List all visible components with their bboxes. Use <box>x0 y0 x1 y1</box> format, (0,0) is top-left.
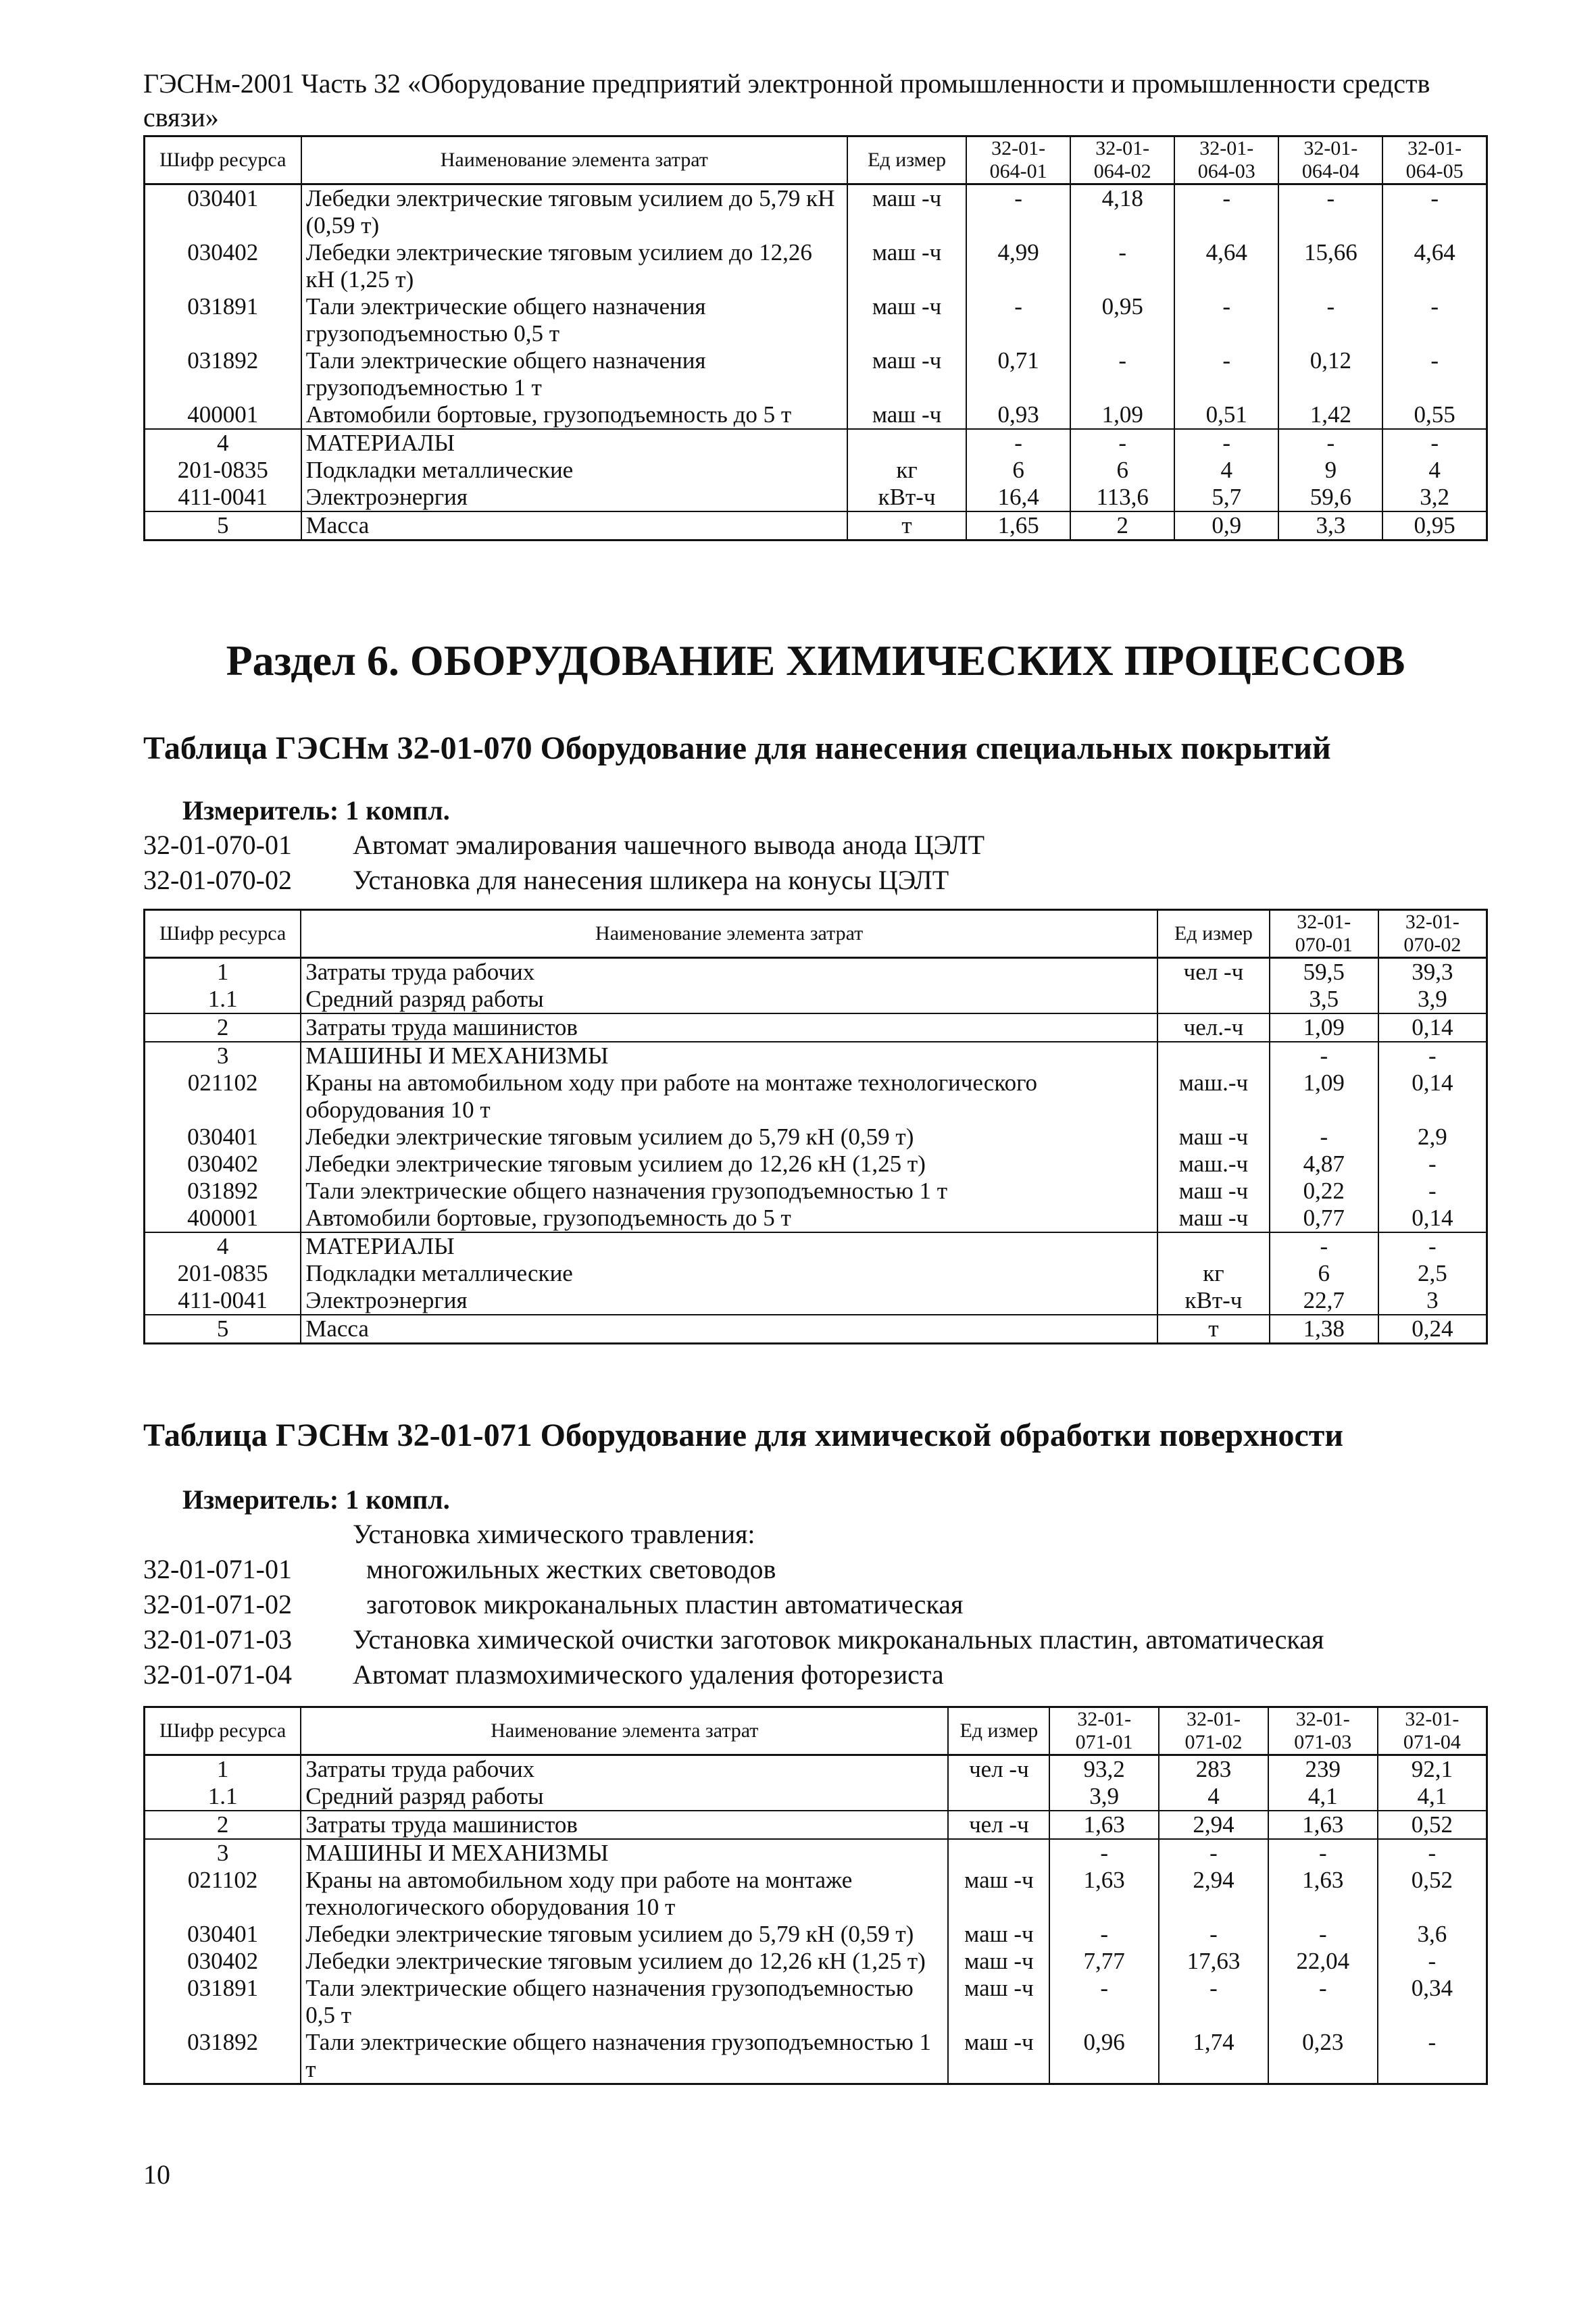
running-header: ГЭСНм-2001 Часть 32 «Оборудование предприятий электронной промышленности и промышленности средств <box>143 68 1430 99</box>
table-row <box>145 511 1487 540</box>
table-cell: - <box>1382 347 1487 401</box>
table-cell: 92,1 <box>1378 1755 1487 1784</box>
table-cell: 4,87 <box>1270 1151 1378 1178</box>
table-cell: 2,5 <box>1378 1260 1487 1287</box>
table-cell: 3 <box>1378 1287 1487 1315</box>
table-cell: маш -ч <box>948 1948 1049 1975</box>
column-header: 32-01- 064-03 <box>1174 136 1278 184</box>
table-cell: МАТЕРИАЛЫ <box>301 429 847 457</box>
table-cell: маш -ч <box>948 1867 1049 1921</box>
item-text: Автомат эмалирования чашечного вывода анода ЦЭЛТ <box>353 830 984 860</box>
table-cell: 030402 <box>145 1948 301 1975</box>
table-cell: - <box>1174 347 1278 401</box>
table-cell: Электроэнергия <box>301 1287 1157 1315</box>
meter-value: 1 компл. <box>345 1484 450 1515</box>
table-cell: маш -ч <box>1157 1124 1270 1151</box>
table-cell: 4 <box>145 429 301 457</box>
table-row <box>145 1070 1487 1124</box>
table-cell: Автомобили бортовые, грузоподъемность до 5 т <box>301 1205 1157 1232</box>
table-row <box>145 1315 1487 1344</box>
table-cell: МАШИНЫ И МЕХАНИЗМЫ <box>301 1839 948 1867</box>
table-cell: т <box>847 511 966 540</box>
table-row <box>145 457 1487 484</box>
column-header: 32-01- 064-01 <box>966 136 1070 184</box>
table-cell: 2,9 <box>1378 1124 1487 1151</box>
item-text: многожильных жестких световодов <box>366 1554 776 1584</box>
table-cell: чел -ч <box>948 1811 1049 1839</box>
table-cell: Электроэнергия <box>301 484 847 511</box>
table-cell: 5,7 <box>1174 484 1278 511</box>
table-cell: Лебедки электрические тяговым усилием до 12,26 кН (1,25 т) <box>301 1948 948 1975</box>
table-cell: - <box>1049 1921 1159 1948</box>
table-cell: Лебедки электрические тяговым усилием до 5,79 кН (0,59 т) <box>301 184 847 240</box>
table-cell: 0,9 <box>1174 511 1278 540</box>
table-cell: 3,9 <box>1049 1783 1159 1811</box>
item-text: Автомат плазмохимического удаления фоторезиста <box>353 1659 944 1690</box>
table-row <box>145 1151 1487 1178</box>
table-cell: 4,1 <box>1268 1783 1378 1811</box>
table-cell: 030402 <box>145 1151 301 1178</box>
table-cell: 0,52 <box>1378 1811 1487 1839</box>
table-cell: 021102 <box>145 1070 301 1124</box>
table-cell: 021102 <box>145 1867 301 1921</box>
item-text: Установка для нанесения шликера на конусы ЦЭЛТ <box>353 865 949 895</box>
table-cell: 400001 <box>145 1205 301 1232</box>
table-cell: маш -ч <box>847 347 966 401</box>
meter-value: 1 компл. <box>345 795 450 826</box>
item-code: 32-01-071-04 <box>143 1659 292 1690</box>
table-cell: 1,63 <box>1049 1811 1159 1839</box>
group-heading: Установка химического травления: <box>353 1519 755 1549</box>
table-cell: 030401 <box>145 1124 301 1151</box>
item-code: 32-01-070-01 <box>143 830 292 860</box>
table-row <box>145 1287 1487 1315</box>
table-cell: - <box>1268 1975 1378 2029</box>
column-header: 32-01- 070-01 <box>1270 910 1378 958</box>
column-header: 32-01- 064-05 <box>1382 136 1487 184</box>
table-cell: 0,14 <box>1378 1205 1487 1232</box>
table-cell: 031892 <box>145 1178 301 1205</box>
column-header: Наименование элемента затрат <box>301 910 1157 958</box>
table-cell: маш -ч <box>847 401 966 429</box>
table-cell: - <box>1378 2029 1487 2084</box>
table-cell <box>1157 1042 1270 1070</box>
table-cell: Средний разряд работы <box>301 986 1157 1013</box>
column-header: Шифр ресурса <box>145 910 301 958</box>
table-row <box>145 958 1487 986</box>
table-cell: 17,63 <box>1159 1948 1268 1975</box>
table-cell: Масса <box>301 1315 1157 1344</box>
table-cell: 0,24 <box>1378 1315 1487 1344</box>
table-cell: - <box>966 429 1070 457</box>
table-cell: 3,5 <box>1270 986 1378 1013</box>
item-code: 32-01-071-01 <box>143 1554 292 1584</box>
table-cell: Подкладки металлические <box>301 1260 1157 1287</box>
table-cell: кг <box>847 457 966 484</box>
table-row <box>145 2029 1487 2084</box>
table-cell: 2,94 <box>1159 1867 1268 1921</box>
table-cell: кВт-ч <box>1157 1287 1270 1315</box>
table-cell: 4,99 <box>966 239 1070 293</box>
page-number: 10 <box>143 2159 170 2190</box>
column-header: 32-01- 071-02 <box>1159 1707 1268 1755</box>
table-row <box>145 293 1487 347</box>
table-cell: 0,52 <box>1378 1867 1487 1921</box>
table-header-row <box>145 910 1487 958</box>
table-cell: - <box>1268 1839 1378 1867</box>
table-cell: 3,6 <box>1378 1921 1487 1948</box>
table-row <box>145 1975 1487 2029</box>
table-cell: 030402 <box>145 239 301 293</box>
table-cell: - <box>1278 184 1382 240</box>
table-cell: кг <box>1157 1260 1270 1287</box>
table-cell: 4,64 <box>1382 239 1487 293</box>
table-cell: Затраты труда рабочих <box>301 958 1157 986</box>
table-cell: 1,09 <box>1070 401 1174 429</box>
table-cell: Лебедки электрические тяговым усилием до 12,26 кН (1,25 т) <box>301 239 847 293</box>
table-row <box>145 1013 1487 1042</box>
table-cell: 0,14 <box>1378 1013 1487 1042</box>
table-row <box>145 401 1487 429</box>
table-cell: 6 <box>1070 457 1174 484</box>
table-cell: Подкладки металлические <box>301 457 847 484</box>
table-cell: Затраты труда рабочих <box>301 1755 948 1784</box>
table-cell: 113,6 <box>1070 484 1174 511</box>
table-cell: 4 <box>1382 457 1487 484</box>
table-cell: 1,38 <box>1270 1315 1378 1344</box>
table-cell: Тали электрические общего назначения грузоподъемностью 1 т <box>301 1178 1157 1205</box>
table-cell: - <box>1070 429 1174 457</box>
table-cell <box>1157 986 1270 1013</box>
table-cell: 22,7 <box>1270 1287 1378 1315</box>
table-cell: 2 <box>1070 511 1174 540</box>
table-row <box>145 1178 1487 1205</box>
table-cell: т <box>1157 1315 1270 1344</box>
table-row <box>145 1755 1487 1784</box>
table-cell: - <box>1382 293 1487 347</box>
column-header: 32-01- 064-02 <box>1070 136 1174 184</box>
column-header: Наименование элемента затрат <box>301 1707 948 1755</box>
table-header-row <box>145 136 1487 184</box>
table-cell: - <box>1070 239 1174 293</box>
table-row <box>145 184 1487 240</box>
table-cell: маш -ч <box>1157 1178 1270 1205</box>
item-code: 32-01-070-02 <box>143 865 292 895</box>
table-cell: маш.-ч <box>1157 1151 1270 1178</box>
table-row <box>145 1811 1487 1839</box>
item-text: заготовок микроканальных пластин автоматическая <box>366 1589 964 1619</box>
column-header: Шифр ресурса <box>145 1707 301 1755</box>
table-cell: маш.-ч <box>1157 1070 1270 1124</box>
table-cell: - <box>1278 429 1382 457</box>
table-cell: 4 <box>1174 457 1278 484</box>
table-cell: 5 <box>145 1315 301 1344</box>
table-cell: Лебедки электрические тяговым усилием до 12,26 кН (1,25 т) <box>301 1151 1157 1178</box>
table-cell: 4 <box>145 1232 301 1260</box>
table-cell: 59,5 <box>1270 958 1378 986</box>
table-row <box>145 1042 1487 1070</box>
table-cell: 411-0041 <box>145 1287 301 1315</box>
table-cell: 0,12 <box>1278 347 1382 401</box>
table-cell: 031892 <box>145 347 301 401</box>
table-cell: Тали электрические общего назначения грузоподъемностью 0,5 т <box>301 293 847 347</box>
table-cell: 22,04 <box>1268 1948 1378 1975</box>
table-cell: 1,63 <box>1268 1811 1378 1839</box>
table-cell: 400001 <box>145 401 301 429</box>
item-code: 32-01-071-02 <box>143 1589 292 1619</box>
table-cell: - <box>1174 184 1278 240</box>
table-070-title: Таблица ГЭСНм 32-01-070 Оборудование для нанесения специальных покрытий <box>143 730 1331 766</box>
table-cell: 6 <box>1270 1260 1378 1287</box>
table-cell: МАШИНЫ И МЕХАНИЗМЫ <box>301 1042 1157 1070</box>
table-cell: 0,51 <box>1174 401 1278 429</box>
table-cell: 3 <box>145 1839 301 1867</box>
table-071-title: Таблица ГЭСНм 32-01-071 Оборудование для химической обработки поверхности <box>143 1417 1344 1453</box>
table-cell: 0,95 <box>1070 293 1174 347</box>
table-cell: - <box>966 293 1070 347</box>
meter-label: Измеритель: <box>182 795 339 826</box>
table-cell <box>847 429 966 457</box>
table-cell: 1,63 <box>1049 1867 1159 1921</box>
table-cell: маш -ч <box>948 1921 1049 1948</box>
table-cell: 2 <box>145 1013 301 1042</box>
table-cell: 031891 <box>145 293 301 347</box>
column-header: Наименование элемента затрат <box>301 136 847 184</box>
list-item <box>143 1587 963 1622</box>
table-cell: Автомобили бортовые, грузоподъемность до 5 т <box>301 401 847 429</box>
column-header: Ед измер <box>1157 910 1270 958</box>
item-code: 32-01-071-03 <box>143 1624 292 1655</box>
column-header: 32-01- 071-04 <box>1378 1707 1487 1755</box>
table-row <box>145 1260 1487 1287</box>
table-cell: маш -ч <box>948 2029 1049 2084</box>
table-cell: маш -ч <box>948 1975 1049 2029</box>
table-cell: 1.1 <box>145 986 301 1013</box>
table-cell: 1,42 <box>1278 401 1382 429</box>
table-cell: 283 <box>1159 1755 1268 1784</box>
table-cell: 7,77 <box>1049 1948 1159 1975</box>
table-cell: маш -ч <box>847 293 966 347</box>
table-row <box>145 1783 1487 1811</box>
table-cell: 4,1 <box>1378 1783 1487 1811</box>
table-row <box>145 1921 1487 1948</box>
table-cell: 3,3 <box>1278 511 1382 540</box>
table-cell: 5 <box>145 511 301 540</box>
table-cell: - <box>1049 1975 1159 2029</box>
column-header: 32-01- 064-04 <box>1278 136 1382 184</box>
table-cell: 3,2 <box>1382 484 1487 511</box>
table-cell: 1,09 <box>1270 1070 1378 1124</box>
table-cell: 0,96 <box>1049 2029 1159 2084</box>
table-row <box>145 986 1487 1013</box>
table-cell: 3 <box>145 1042 301 1070</box>
table-070 <box>143 909 1488 1344</box>
table-cell: маш -ч <box>847 184 966 240</box>
table-cell: чел -ч <box>948 1755 1049 1784</box>
table-cell: - <box>1159 1921 1268 1948</box>
table-cell: 9 <box>1278 457 1382 484</box>
table-cell: маш -ч <box>1157 1205 1270 1232</box>
table-cell: 239 <box>1268 1755 1378 1784</box>
table-cell: - <box>1174 429 1278 457</box>
table-cell: чел -ч <box>1157 958 1270 986</box>
table-cell: 59,6 <box>1278 484 1382 511</box>
table-cell: 0,93 <box>966 401 1070 429</box>
table-cell: 1,65 <box>966 511 1070 540</box>
table-cell: Тали электрические общего назначения грузоподъемностью 0,5 т <box>301 1975 948 2029</box>
table-cell: 0,77 <box>1270 1205 1378 1232</box>
table-cell: 2 <box>145 1811 301 1839</box>
list-item <box>143 1622 1324 1657</box>
table-row <box>145 484 1487 511</box>
list-item <box>143 863 949 898</box>
table-cell: 031891 <box>145 1975 301 2029</box>
table-cell: 39,3 <box>1378 958 1487 986</box>
table-cell: 0,23 <box>1268 2029 1378 2084</box>
table-row <box>145 1205 1487 1232</box>
column-header: 32-01- 071-03 <box>1268 1707 1378 1755</box>
table-cell: 0,14 <box>1378 1070 1487 1124</box>
table-row <box>145 429 1487 457</box>
column-header: Шифр ресурса <box>145 136 301 184</box>
table-cell: 031892 <box>145 2029 301 2084</box>
table-cell: 4,64 <box>1174 239 1278 293</box>
list-item <box>143 828 984 863</box>
item-text: Установка химической очистки заготовок микроканальных пластин, автоматическая <box>353 1624 1324 1655</box>
table-cell: 1,09 <box>1270 1013 1378 1042</box>
table-cell: - <box>1049 1839 1159 1867</box>
table-cell <box>1157 1232 1270 1260</box>
table-cell: 411-0041 <box>145 484 301 511</box>
table-cell: чел.-ч <box>1157 1013 1270 1042</box>
table-cell: - <box>1070 347 1174 401</box>
table-071 <box>143 1706 1488 2085</box>
table-cell: Тали электрические общего назначения грузоподъемностью 1 т <box>301 2029 948 2084</box>
table-cell: 1.1 <box>145 1783 301 1811</box>
table-cell: 1 <box>145 958 301 986</box>
meter-070 <box>182 794 450 828</box>
column-header: Ед измер <box>948 1707 1049 1755</box>
table-cell: Краны на автомобильном ходу при работе на монтаже технологического оборудования 10 т <box>301 1070 1157 1124</box>
meter-label: Измеритель: <box>182 1484 339 1515</box>
table-cell: - <box>1378 1042 1487 1070</box>
table-cell: МАТЕРИАЛЫ <box>301 1232 1157 1260</box>
table-cell: - <box>1378 1948 1487 1975</box>
running-header-cont: связи» <box>143 102 219 132</box>
table-row <box>145 1124 1487 1151</box>
table-cell: 201-0835 <box>145 1260 301 1287</box>
table-cell <box>948 1783 1049 1811</box>
table-cell: 15,66 <box>1278 239 1382 293</box>
table-cell: - <box>1270 1042 1378 1070</box>
section-title: Раздел 6. ОБОРУДОВАНИЕ ХИМИЧЕСКИХ ПРОЦЕССОВ <box>226 636 1405 684</box>
table-cell: 6 <box>966 457 1070 484</box>
table-cell: - <box>1378 1232 1487 1260</box>
table-cell: 0,95 <box>1382 511 1487 540</box>
table-header-row <box>145 1707 1487 1755</box>
table-cell: Лебедки электрические тяговым усилием до 5,79 кН (0,59 т) <box>301 1921 948 1948</box>
table-cell <box>948 1839 1049 1867</box>
table-cell: Затраты труда машинистов <box>301 1013 1157 1042</box>
table-cell: 16,4 <box>966 484 1070 511</box>
table-row <box>145 239 1487 293</box>
table-cell: Тали электрические общего назначения грузоподъемностью 1 т <box>301 347 847 401</box>
table-cell: Краны на автомобильном ходу при работе на монтаже технологического оборудования 10 т <box>301 1867 948 1921</box>
table-cell: Средний разряд работы <box>301 1783 948 1811</box>
table-row <box>145 347 1487 401</box>
table-cell: 0,22 <box>1270 1178 1378 1205</box>
table-cell: 2,94 <box>1159 1811 1268 1839</box>
table-cell: 0,55 <box>1382 401 1487 429</box>
table-cell: - <box>1174 293 1278 347</box>
column-header: 32-01- 070-02 <box>1378 910 1487 958</box>
table-cell: 1,74 <box>1159 2029 1268 2084</box>
table-cell: Масса <box>301 511 847 540</box>
table-cell: Лебедки электрические тяговым усилием до 5,79 кН (0,59 т) <box>301 1124 1157 1151</box>
table-cell: - <box>1382 184 1487 240</box>
table-cell: 0,34 <box>1378 1975 1487 2029</box>
table-cell: - <box>966 184 1070 240</box>
table-cell: Затраты труда машинистов <box>301 1811 948 1839</box>
table-cell: 030401 <box>145 1921 301 1948</box>
list-item <box>143 1657 944 1692</box>
column-header: 32-01- 071-01 <box>1049 1707 1159 1755</box>
table-cell: 4 <box>1159 1783 1268 1811</box>
table-cell: 1,63 <box>1268 1867 1378 1921</box>
table-cell: - <box>1382 429 1487 457</box>
table-cell: 4,18 <box>1070 184 1174 240</box>
table-row <box>145 1839 1487 1867</box>
table-064 <box>143 135 1488 541</box>
column-header: Ед измер <box>847 136 966 184</box>
table-cell: - <box>1378 1839 1487 1867</box>
table-cell: 201-0835 <box>145 457 301 484</box>
table-cell: - <box>1378 1151 1487 1178</box>
table-row <box>145 1232 1487 1260</box>
table-cell: - <box>1378 1178 1487 1205</box>
table-cell: маш -ч <box>847 239 966 293</box>
table-cell: - <box>1270 1124 1378 1151</box>
table-cell: кВт-ч <box>847 484 966 511</box>
table-cell: 1 <box>145 1755 301 1784</box>
table-cell: 0,71 <box>966 347 1070 401</box>
table-cell: 030401 <box>145 184 301 240</box>
table-cell: 3,9 <box>1378 986 1487 1013</box>
table-cell: - <box>1270 1232 1378 1260</box>
table-row <box>145 1948 1487 1975</box>
table-cell: - <box>1159 1975 1268 2029</box>
table-row <box>145 1867 1487 1921</box>
list-item <box>143 1552 776 1587</box>
table-cell: 93,2 <box>1049 1755 1159 1784</box>
meter-071 <box>182 1483 450 1517</box>
table-cell: - <box>1159 1839 1268 1867</box>
table-cell: - <box>1268 1921 1378 1948</box>
table-cell: - <box>1278 293 1382 347</box>
